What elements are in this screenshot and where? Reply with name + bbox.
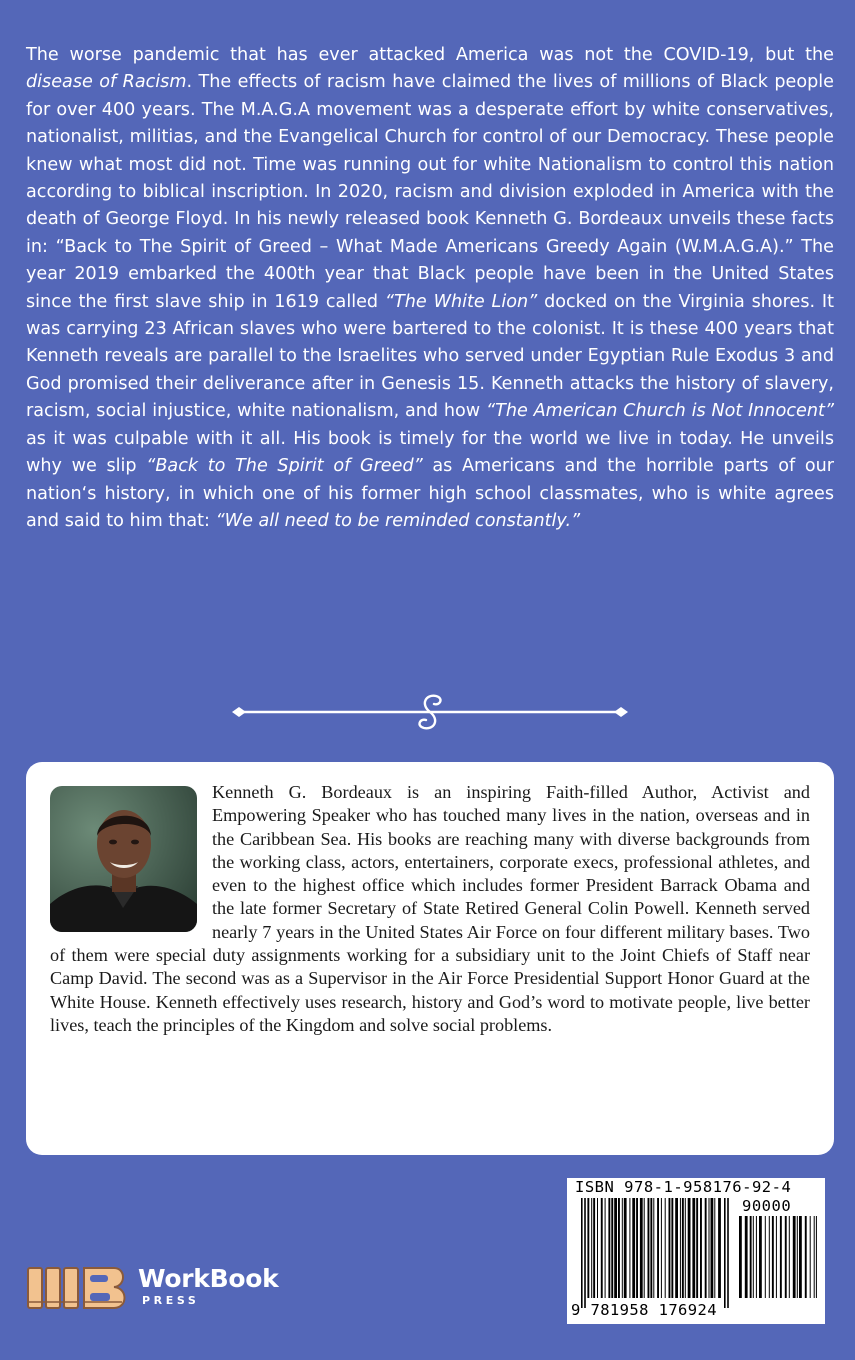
back-cover-blurb xyxy=(26,42,834,535)
publisher-subtitle: PRESS xyxy=(142,1294,200,1307)
publisher-logo xyxy=(26,1262,316,1312)
blurb-text: . The effects of racism have claimed the lives of millions of Black people for over 400 years. The M.A.G.A movement was a desperate effort by white conservatives, nationalist, militias, and the Evangelical Church for control of our Democracy. These people knew what most did not. Time was running out for white Nationalism to control this nation according to biblical inscription. In 2020, racism and division exploded in America with the death of George Floyd. In his newly released book Kenneth G. Bordeaux unveils these facts in: “Back to The Spirit of Greed – What Made Americans Greedy Again (W.M.A.G.A).” The year 2019 embarked the 400th year that Black people have been in the United States since the first slave ship in 1619 called xyxy=(26,72,834,312)
blurb-text: The worse pandemic that has ever attacked America was not the COVID-19, but the xyxy=(26,45,834,65)
author-bio-text: Kenneth G. Bordeaux is an inspiring Faith-filled Author, Activist and Empowering Speaker who has touched many lives in the nation, overseas and in the Caribbean Sea. His books are reaching many with diverse backgrounds from the working class, actors, entertainers, corporate execs, professional athletes, and even to the highest office which includes former President Barrack Obama and the late former Secretary of State Retired General Colin Powell. Kenneth served nearly 7 years in the United States Air Force on four different military bases. Two of them were special duty assignments working for a subsidiary unit to the Joint Chiefs of Staff near Camp David. The second was as a Supervisor in the Air Force Presidential Support Honor Guard at the White House. Kenneth effectively uses research, history and God’s word to motivate people, live better lives, teach the principles of the Kingdom and solve social problems. xyxy=(50,782,810,1035)
publisher-name: WorkBook xyxy=(138,1264,279,1293)
blurb-emphasis: “The American Church is Not Innocent” xyxy=(486,401,834,422)
isbn-barcode xyxy=(567,1178,825,1324)
blurb-emphasis: “We all need to be reminded constantly.” xyxy=(215,510,581,531)
author-bio-card xyxy=(26,762,834,1155)
author-photo xyxy=(50,786,197,932)
blurb-text: docked on the Virginia shores. It was carrying 23 African slaves who were bartered to the colonist. It is these 400 years that Kenneth reveals are parallel to the Israelites who served under Egyptian Rule Exodus 3 and God promised their deliverance after in Genesis 15. Kenneth attacks the history of slavery, racism, social injustice, white nationalism, and how xyxy=(26,291,835,422)
barcode-number: 9 781958 176924 xyxy=(571,1301,717,1319)
blurb-text: as Americans and the horrible parts of our nation‘s history, in which one of his former high school classmates, who is white agrees and said to him that: xyxy=(26,456,834,531)
blurb-emphasis: disease of Racism xyxy=(26,72,187,93)
workbook-logo-icon xyxy=(26,1262,130,1310)
isbn-label: ISBN 978-1-958176-92-4 xyxy=(575,1178,792,1196)
blurb-emphasis: “The White Lion” xyxy=(384,291,538,312)
ornamental-divider-icon xyxy=(230,690,630,734)
price-code: 90000 xyxy=(742,1197,792,1215)
blurb-emphasis: “Back to The Spirit of Greed” xyxy=(146,456,423,477)
blurb-text: as it was culpable with it all. His book is timely for the world we live in today. He unveils why we slip xyxy=(26,428,834,477)
